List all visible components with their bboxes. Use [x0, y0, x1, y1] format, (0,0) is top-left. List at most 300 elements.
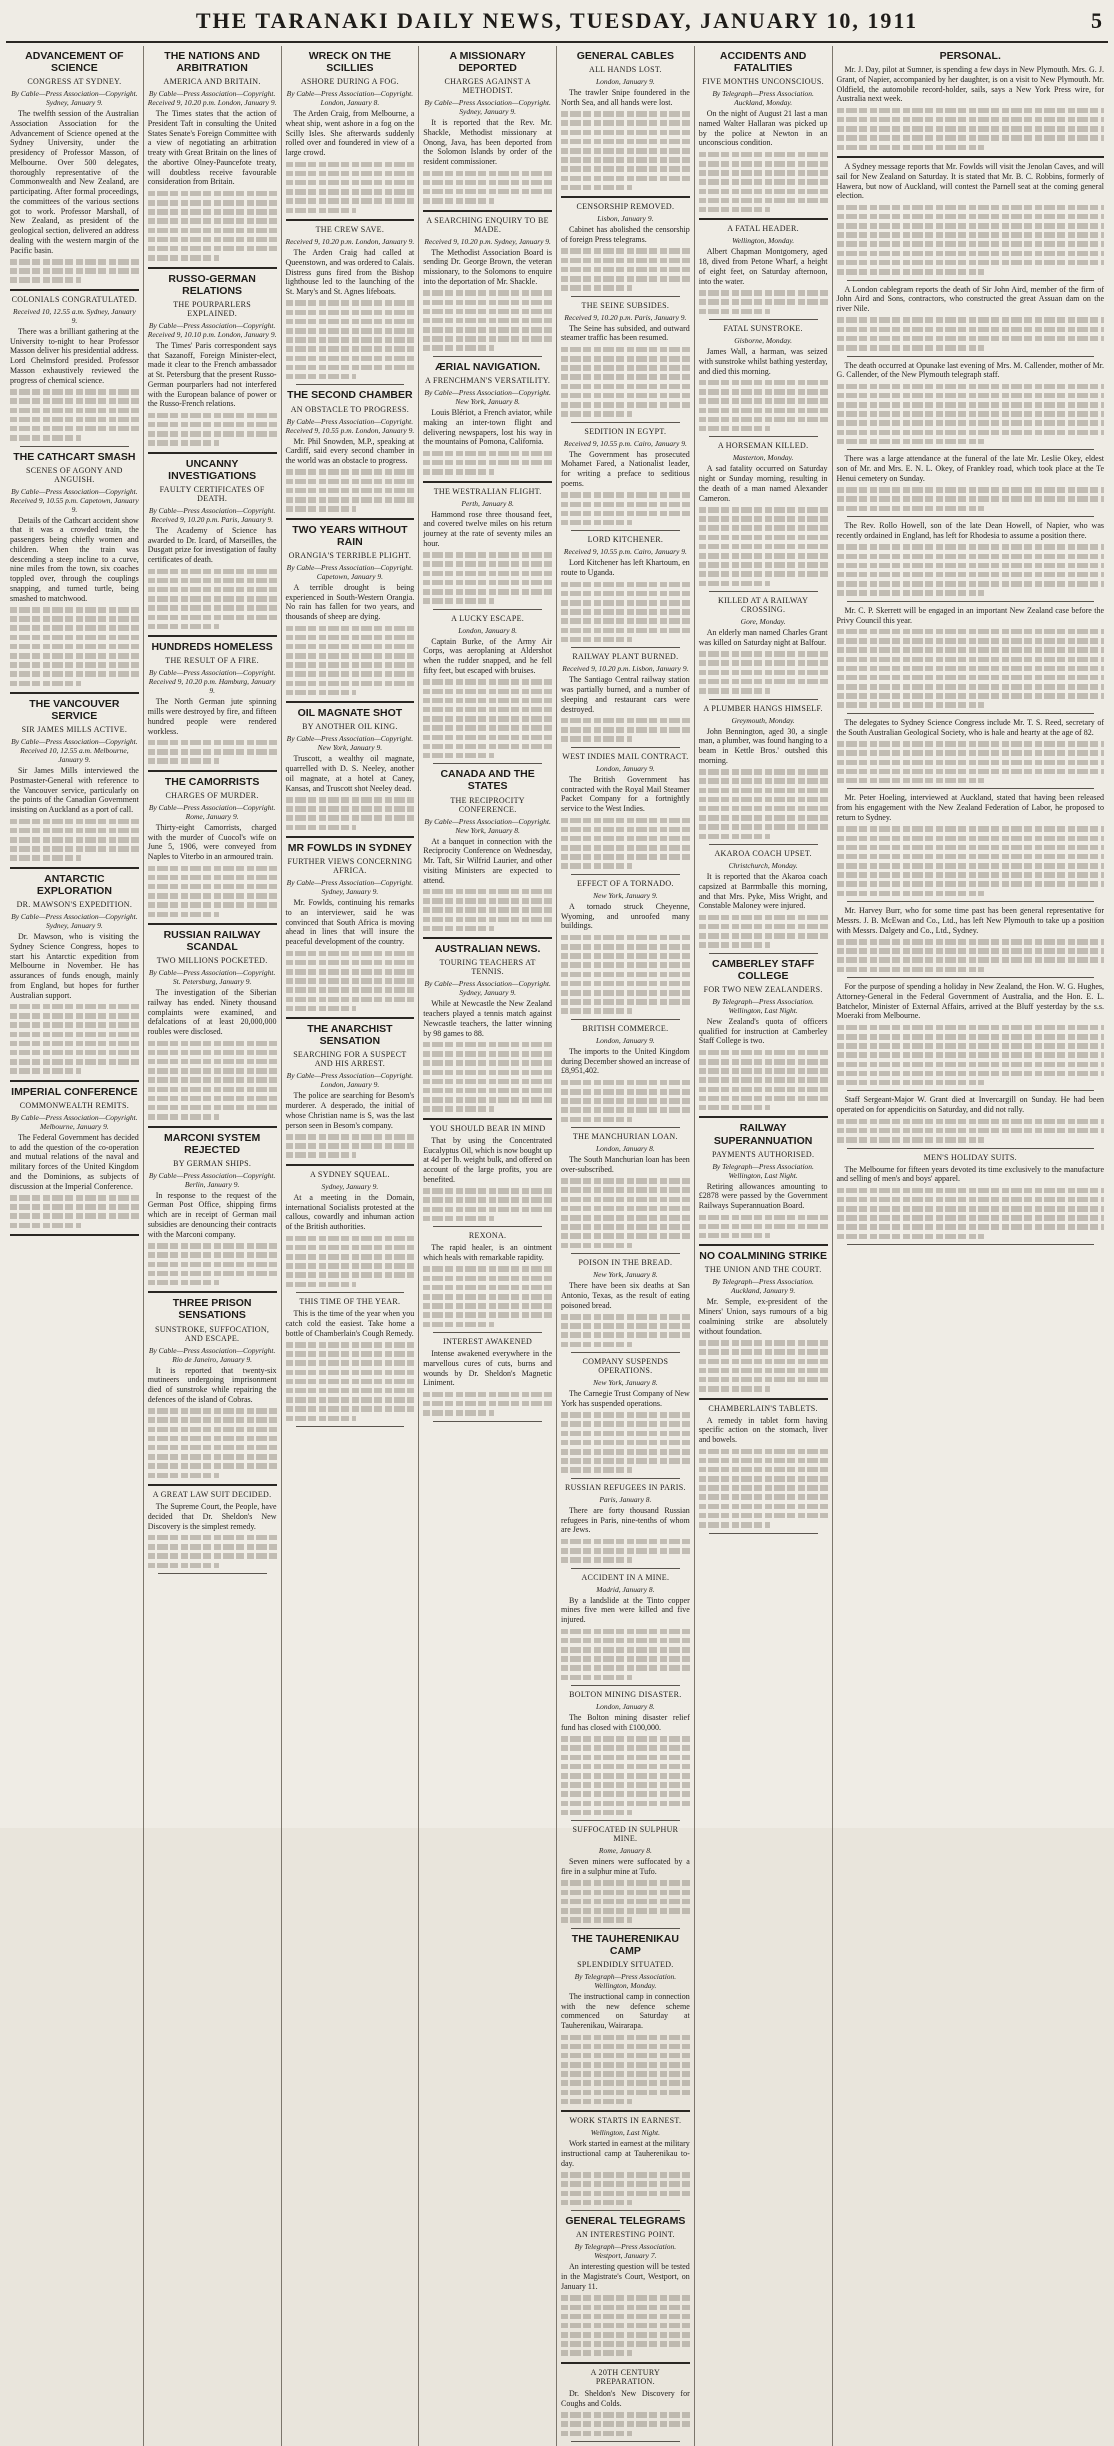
story-dateline: By Cable—Press Association—Copyright. Melbourne, January 9.: [11, 1112, 138, 1131]
story-dateline: London, January 9.: [596, 763, 655, 773]
news-story: [286, 1297, 415, 1427]
story-subheading: KILLED AT A RAILWAY CROSSING.: [718, 596, 809, 615]
story-dateline: Wellington, Monday.: [732, 236, 795, 246]
story-dateline: By Cable—Press Association—Copyright. Sydney, January 9.: [286, 878, 414, 897]
news-column: [282, 46, 420, 2446]
story-body: On the night of August 21 last a man named Walter Hallaran was picked up by the police at Newton in an unconscious condition.: [698, 109, 828, 148]
story-separator: [709, 699, 818, 700]
story-dateline: Gore, Monday.: [740, 617, 786, 627]
story-separator: [433, 356, 542, 357]
story-dateline: By Telegraph—Press Association. Westport, January 7.: [574, 2242, 677, 2261]
story-body: Lord Kitchener has left Khartoum, en route to Uganda.: [561, 558, 690, 578]
story-subheading: THE POURPARLERS EXPLAINED.: [173, 299, 252, 318]
story-body: James Wall, a harman, was seized with sunstroke whilst bathing yesterday, and died this morning.: [698, 347, 828, 376]
story-body: The rapid healer, is an ointment which heals with remarkable rapidity.: [423, 1243, 552, 1262]
story-dateline: Wellington, Last Night.: [590, 2128, 661, 2138]
masthead-page-number: 5: [1091, 8, 1102, 33]
story-dateline: Madrid, January 8.: [596, 1584, 655, 1594]
story-subheading: A LUCKY ESCAPE.: [451, 613, 525, 623]
story-headline: HUNDREDS HOMELESS: [151, 641, 273, 654]
story-body: Seven miners were suffocated by a fire in a sulphur mine at Tufo.: [561, 1857, 690, 1876]
story-subheading: SCENES OF AGONY AND ANGUISH.: [25, 465, 123, 484]
story-separator: [148, 635, 277, 637]
news-story: [148, 50, 277, 269]
news-story: [561, 2368, 690, 2442]
story-separator: [296, 1426, 405, 1427]
story-subheading: THIS TIME OF THE YEAR.: [299, 1297, 401, 1307]
story-body-continuation: [286, 162, 415, 213]
story-subheading: INTEREST AWAKENED: [443, 1337, 533, 1347]
story-dateline: Received 9, 10.20 p.m. Paris, January 9.: [564, 312, 687, 322]
story-separator: [561, 2110, 690, 2112]
news-story: [837, 982, 1105, 1091]
story-subheading: BY ANOTHER OIL KING.: [302, 722, 398, 732]
story-body-continuation: [148, 866, 277, 917]
news-story: [561, 1573, 690, 1686]
story-subheading: FAULTY CERTIFICATES OF DEATH.: [159, 484, 265, 503]
story-body: Hammond rose three thousand feet, and covered twelve miles on his return journey at the rate of seventy miles an hour.: [423, 509, 552, 548]
story-body: John Bennington, aged 30, a single man, a plumber, was found hanging to a beam in Kettle Bros.' outshed this morning.: [698, 726, 828, 765]
story-subheading: A GREAT LAW SUIT DECIDED.: [152, 1490, 272, 1499]
story-subheading: TOURING TEACHERS AT TENNIS.: [439, 958, 536, 977]
story-body: The Methodist Association Board is sending Dr. George Brown, the veteran missionary, to the Solomons to enquire into the deportation of Mr. Shackle.: [423, 247, 552, 286]
story-dateline: Received 10, 12.55 a.m. Sydney, January 9.: [12, 306, 136, 325]
story-subheading: SIR JAMES MILLS ACTIVE.: [21, 725, 128, 735]
story-body-continuation: [561, 1880, 690, 1922]
news-story: [837, 162, 1105, 281]
story-headline: RUSSIAN RAILWAY SCANDAL: [163, 929, 261, 954]
story-separator: [571, 647, 680, 648]
story-dateline: By Cable—Press Association—Copyright. London, January 9.: [286, 1071, 414, 1090]
news-story: [423, 1337, 552, 1422]
news-story: [699, 1122, 828, 1246]
story-separator: [847, 516, 1095, 517]
story-headline: RAILWAY SUPERANNUATION: [713, 1122, 813, 1147]
story-separator: [699, 218, 828, 220]
story-body-continuation: [423, 679, 552, 758]
story-body-continuation: [561, 2172, 690, 2205]
news-story: [561, 1933, 690, 2113]
story-dateline: Sydney, January 9.: [321, 1181, 379, 1191]
news-story: [423, 50, 552, 212]
story-body: A tornado struck Cheyenne, Wyoming, and unroofed many buildings.: [561, 901, 690, 931]
story-body: The Times states that the action of President Taft in consulting the United States Senate's Foreign Committee with a view of negotiating an arbitration treaty with Great Britain on the lines of the abortive Olney-Pauncefote treaty, will doubtless receive favourable consideration from Britain.: [147, 109, 277, 187]
story-subheading: SUNSTROKE, SUFFOCATION, AND ESCAPE.: [154, 1324, 270, 1343]
news-story: [423, 487, 552, 610]
story-subheading: COLONIALS CONGRATULATED.: [11, 294, 138, 304]
story-body-continuation: [561, 492, 690, 525]
story-subheading: AKAROA COACH UPSET.: [714, 849, 812, 858]
news-story: [699, 849, 828, 954]
story-subheading: DR. MAWSON'S EXPEDITION.: [16, 900, 133, 909]
news-story: [837, 1095, 1105, 1148]
story-body-continuation: [837, 1119, 1105, 1143]
story-separator: [709, 844, 818, 845]
story-body-continuation: [10, 389, 139, 440]
news-story: [837, 285, 1105, 357]
news-story: [699, 441, 828, 592]
story-headline: AUSTRALIAN NEWS.: [434, 943, 541, 956]
story-separator: [561, 196, 690, 198]
story-separator: [433, 609, 542, 610]
story-dateline: Received 9, 10.20 p.m. Sydney, January 9.: [424, 236, 551, 246]
story-headline: THE CAMORRISTS: [164, 775, 260, 788]
story-body-continuation: [148, 569, 277, 630]
story-body-continuation: [286, 469, 415, 511]
story-body: An elderly man named Charles Grant was killed on Saturday night at Balfour.: [698, 628, 828, 647]
story-separator: [847, 901, 1095, 902]
story-body: The Carnegie Trust Company of New York has suspended operations.: [561, 1389, 690, 1408]
story-subheading: COMMONWEALTH REMITS.: [19, 1100, 129, 1110]
story-dateline: Gisborne, Monday.: [734, 336, 792, 345]
news-story: [423, 614, 552, 765]
story-subheading: FOR TWO NEW ZEALANDERS.: [703, 984, 823, 994]
story-body-continuation: [699, 651, 828, 693]
story-dateline: By Cable—Press Association—Copyright. New York, January 8.: [424, 388, 551, 406]
story-separator: [847, 1244, 1095, 1245]
story-body: Mr. Phil Snowden, M.P., speaking at Cardiff, said every second chamber in the world was an obstacle to progress.: [285, 436, 415, 465]
story-body-continuation: [148, 413, 277, 446]
story-body: Staff Sergeant-Major W. Grant died at Invercargill on Sunday. He had been operated on for appendicitis on Saturday, and did not rally.: [836, 1095, 1104, 1115]
story-body: The Bolton mining disaster relief fund has closed with £100,000.: [561, 1713, 690, 1732]
story-separator: [10, 1080, 139, 1082]
story-separator: [571, 2210, 680, 2211]
story-headline: CANADA AND THE STATES: [440, 768, 535, 793]
story-headline: THREE PRISON SENSATIONS: [172, 1297, 252, 1322]
story-body-continuation: [699, 507, 828, 586]
story-subheading: A FATAL HEADER.: [727, 224, 799, 234]
story-dateline: By Cable—Press Association—Copyright. Sydney, January 9.: [11, 912, 138, 930]
story-dateline: By Telegraph—Press Association. Wellington, Last Night.: [712, 996, 814, 1015]
story-separator: [709, 1533, 818, 1534]
story-body-continuation: [10, 819, 139, 861]
story-body-continuation: [837, 384, 1105, 445]
story-separator: [148, 923, 277, 925]
story-dateline: Lisbon, January 9.: [597, 214, 654, 224]
story-body-continuation: [423, 1392, 552, 1416]
story-body-continuation: [837, 205, 1105, 275]
story-headline: THE NATIONS AND ARBITRATION: [164, 50, 260, 75]
story-body-continuation: [10, 607, 139, 686]
story-body: The Academy of Science has awarded to Dr. Icard, of Marseilles, the Dusgatt prize for investigation of faulty certificates of death.: [147, 525, 277, 565]
story-body-continuation: [423, 290, 552, 351]
story-body: It is reported that the Akaroa coach capsized at Barrmballe this morning, and that Mrs. Pyke, Miss Wright, and Constable Maloney were injured.: [698, 872, 828, 911]
story-body: Sir James Mills interviewed the Postmaster-General with reference to the Vancouver service, particularly on the points of the Canadian Government insisting on Auckland as a port of call.: [10, 766, 139, 815]
story-subheading: REXONA.: [468, 1231, 507, 1241]
story-subheading: CHAMBERLAIN'S TABLETS.: [708, 1403, 818, 1413]
news-story: [423, 1231, 552, 1333]
story-subheading: SUFFOCATED IN SULPHUR MINE.: [572, 1825, 679, 1844]
story-body-continuation: [561, 248, 690, 290]
story-body-continuation: [561, 582, 690, 643]
story-separator: [286, 1164, 415, 1166]
story-body: The Arden Craig, from Melbourne, a wheat ship, went ashore in a fog on the Scilly Isles. She afterwards suddenly rolled over and foundered in view of a large crowd.: [285, 109, 415, 158]
story-separator: [148, 1126, 277, 1128]
story-body-continuation: [561, 1736, 690, 1815]
story-body: A terrible drought is being experienced in South-Western Orangia. No rain has fallen for two years, and thousands of sheep are dying.: [285, 582, 415, 622]
story-headline: TWO YEARS WITHOUT RAIN: [292, 523, 408, 548]
story-separator: [20, 446, 129, 447]
story-body: The imports to the United Kingdom during December showed an increase of £8,951,402.: [561, 1046, 690, 1076]
story-dateline: New York, January 8.: [593, 1270, 658, 1280]
story-separator: [847, 788, 1095, 789]
story-body: In response to the request of the German Post Office, shipping firms which are in receipt of German mail subsidies are denouncing their contracts with the Marconi company.: [147, 1190, 277, 1239]
story-subheading: FIVE MONTHS UNCONSCIOUS.: [702, 77, 824, 87]
story-separator: [433, 1421, 542, 1422]
story-body: Louis Blériot, a French aviator, while making an inter-town flight and delivering newspapers, lost his way in the mountains of Pomona, California.: [423, 408, 552, 447]
story-subheading: THE RESULT OF A FIRE.: [165, 656, 259, 666]
news-column: [695, 46, 833, 2446]
story-body: That by using the Concentrated Eucalyptus Oil, which is now bought up at 4d per lb. weight bulk, and offered on account of the large profits, you are benefited.: [423, 1135, 552, 1184]
news-story: [286, 50, 415, 221]
story-subheading: LORD KITCHENER.: [587, 535, 664, 545]
story-separator: [148, 452, 277, 454]
news-story: [837, 606, 1105, 714]
story-body-continuation: [423, 451, 552, 475]
story-body: The police are searching for Besom's murderer. A desperado, the initial of whose Christian name is S, was the last person seen in Besom's company.: [285, 1091, 415, 1130]
story-body-continuation: [699, 915, 828, 948]
story-body-continuation: [10, 1004, 139, 1074]
story-body-continuation: [561, 2035, 690, 2105]
story-dateline: By Cable—Press Association—Copyright. New York, January 8.: [424, 816, 551, 835]
story-separator: [571, 1685, 680, 1686]
story-dateline: Paris, January 8.: [599, 1494, 652, 1504]
story-separator: [10, 289, 139, 291]
story-body-continuation: [423, 171, 552, 204]
story-separator: [10, 1234, 139, 1236]
news-story: [286, 524, 415, 704]
news-story: [837, 906, 1105, 978]
story-body-continuation: [837, 108, 1105, 150]
story-separator: [571, 530, 680, 531]
story-subheading: SPLENDIDLY SITUATED.: [577, 1959, 674, 1969]
story-body: The Arden Craig had called at Queenstown, and was ordered to Calais. Distress guns fired from the Bishop lighthouse led to the launching of the St. Mary's and St. Agnes lifeboats.: [285, 248, 415, 296]
story-body: This is the time of the year when you catch cold the easiest. Take home a bottle of Chamberlain's Cough Remedy.: [285, 1309, 415, 1338]
story-headline: THE TAUHERENIKAU CAMP: [571, 1932, 679, 1957]
story-body: The Santiago Central railway station was partially burned, and a number of sleeping and restaurant cars were destroyed.: [561, 675, 690, 714]
story-dateline: London, January 9.: [596, 1035, 655, 1045]
story-separator: [571, 1820, 680, 1821]
story-subheading: ORANGIA'S TERRIBLE PLIGHT.: [288, 550, 412, 560]
story-body: The Times' Paris correspondent says that Sazanoff, Foreign Minister-elect, made it clear to the French ambassador at St. Petersburg that the present Russo-German pourparlers had not interfered with the European balance of power or the Russo-French relations.: [147, 340, 277, 409]
story-body: The Rev. Rollo Howell, son of the late Dean Howell, of Napier, who was recently ordained in England, has left for Rhodesia to assume a position there.: [836, 521, 1104, 540]
story-subheading: COMPANY SUSPENDS OPERATIONS.: [582, 1357, 669, 1376]
story-body-continuation: [10, 1195, 139, 1228]
story-dateline: London, January 8.: [596, 1702, 655, 1712]
news-story: [561, 2215, 690, 2364]
news-columns: [6, 46, 1108, 2408]
story-separator: [148, 1484, 277, 1486]
story-body-continuation: [699, 1449, 828, 1528]
news-column: [833, 46, 1109, 2446]
story-headline: CAMBERLEY STAFF COLLEGE: [711, 957, 815, 982]
story-body: There have been six deaths at San Antonio, Texas, as the result of eating poisoned bread.: [561, 1281, 690, 1310]
story-body-continuation: [423, 1188, 552, 1221]
story-separator: [158, 1573, 267, 1574]
story-body-continuation: [286, 1342, 415, 1421]
story-separator: [286, 518, 415, 520]
news-story: [286, 225, 415, 385]
story-separator: [699, 1244, 828, 1246]
news-story: [561, 202, 690, 296]
story-separator: [847, 1090, 1095, 1091]
story-body: A sad fatality occurred on Saturday night or Sunday morning, resulting in the death of a man named Alexander Cameron.: [698, 464, 828, 503]
news-column: [6, 46, 144, 2446]
story-separator: [286, 1017, 415, 1019]
story-body: Cabinet has abolished the censorship of foreign Press telegrams.: [561, 225, 690, 244]
story-subheading: A 20TH CENTURY PREPARATION.: [590, 2367, 661, 2386]
story-body: The instructional camp in connection with the new defence scheme commenced on Saturday at Tauherenikau, Wairarapa.: [561, 1991, 690, 2031]
story-separator: [847, 1148, 1095, 1149]
masthead: [0, 8, 1114, 40]
story-separator: [709, 319, 818, 320]
story-body: Mr. Harvey Burr, who for some time past has been general representative for Messrs. J. B. McEwan and Co., Ltd., has left New Plymouth to take up a position with Messrs. Dalgety and Co., Ltd., Sydney.: [836, 906, 1104, 935]
news-story: [699, 958, 828, 1119]
story-body: New Zealand's quota of officers qualified for instruction at Camberley Staff College is two.: [698, 1016, 828, 1046]
story-body: The Melbourne for fifteen years devoted its time exclusively to the manufacture and selling of men's and boys' apparel.: [836, 1164, 1104, 1184]
story-body: The investigation of the Siberian railway has ended. Ninety thousand complaints were examined, and defalcations of at least 20,000,000 roubles were disclosed.: [147, 988, 277, 1037]
story-separator: [699, 1116, 828, 1118]
news-story: [699, 1404, 828, 1534]
story-body: A London cablegram reports the death of Sir John Aird, member of the firm of John Aird and Sons, contractors, who constructed the great Assuan dam on the river Nile.: [836, 284, 1104, 313]
story-dateline: By Cable—Press Association—Copyright. New York, January 9.: [286, 734, 414, 753]
news-story: [423, 216, 552, 357]
story-body: Mr. J. Day, pilot at Sumner, is spending a few days in New Plymouth. Mrs. G. J. Grant, of Napier, accompanied by her daughter, is on a visit to New Plymouth. Mr. Oldfield, the automobile record-holder, sails, says a New York Press wire, for Australia next week.: [836, 65, 1104, 104]
story-subheading: SEDITION IN EGYPT.: [584, 426, 667, 436]
news-story: [837, 361, 1105, 451]
story-body: The trawler Snipe foundered in the North Sea, and all hands were lost.: [561, 88, 690, 107]
story-body-continuation: [561, 2295, 690, 2356]
news-story: [148, 929, 277, 1128]
story-body-continuation: [837, 1025, 1105, 1086]
story-subheading: THE MANCHURIAN LOAN.: [572, 1132, 678, 1142]
story-body: While at Newcastle the New Zealand teachers played a tennis match against Newcastle teachers, the latter winning by 98 games to 88.: [423, 999, 552, 1038]
story-body: Mr. Semple, ex-president of the Miners' Union, says rumours of a big coalmining strike are absolutely without foundation.: [698, 1297, 828, 1336]
story-separator: [561, 2362, 690, 2364]
story-body: The South Manchurian loan has been over-subscribed.: [561, 1155, 690, 1174]
story-separator: [571, 1352, 680, 1353]
story-subheading: THE RECIPROCITY CONFERENCE.: [450, 795, 525, 814]
story-body: Captain Burke, of the Army Air Corps, was aeroplaning at Aldershot when the rudder snapped, and he fell fifty feet, but escaped with bruises.: [423, 636, 552, 675]
story-dateline: By Cable—Press Association—Copyright. London, January 8.: [286, 89, 414, 108]
story-body: Retiring allowances amounting to £2878 were passed by the Government Railways Superannuation Board.: [698, 1181, 828, 1211]
news-story: [10, 295, 139, 447]
story-separator: [433, 763, 542, 764]
story-body-continuation: [286, 626, 415, 696]
story-body-continuation: [699, 380, 828, 431]
news-story: [10, 698, 139, 869]
story-dateline: By Cable—Press Association—Copyright. Received 9, 10.10 p.m. London, January 9.: [147, 320, 277, 339]
story-headline: THE SECOND CHAMBER: [287, 389, 413, 402]
news-story: [423, 943, 552, 1120]
story-separator: [847, 713, 1095, 714]
news-story: [699, 324, 828, 437]
story-subheading: BOLTON MINING DISASTER.: [569, 1690, 682, 1700]
story-subheading: YOU SHOULD BEAR IN MIND: [429, 1123, 546, 1133]
story-body: Albert Chapman Montgomery, aged 18, dived from Petone Wharf, a height of eight feet, on Saturday afternoon, into the water.: [698, 247, 828, 286]
story-separator: [423, 481, 552, 483]
story-subheading: BRITISH COMMERCE.: [582, 1023, 669, 1033]
news-story: [148, 776, 277, 925]
story-body: It is reported that twenty-six mutineers undergoing imprisonment died of sunstroke while repairing the defences of the island of Cobras.: [147, 1365, 277, 1404]
story-dateline: By Cable—Press Association—Copyright. St. Petersburg, January 9.: [148, 968, 276, 987]
story-separator: [10, 692, 139, 694]
story-separator: [571, 1928, 680, 1929]
story-separator: [847, 977, 1095, 978]
story-subheading: THE SEINE SUBSIDES.: [581, 300, 670, 310]
story-subheading: ACCIDENT IN A MINE.: [581, 1572, 670, 1582]
story-dateline: New York, January 8.: [593, 1378, 658, 1388]
masthead-rule: [6, 41, 1108, 43]
story-subheading: A SYDNEY SQUEAL.: [309, 1169, 390, 1179]
story-separator: [709, 953, 818, 954]
story-subheading: WEST INDIES MAIL CONTRACT.: [562, 751, 689, 761]
story-subheading: MEN'S HOLIDAY SUITS.: [923, 1152, 1017, 1162]
story-body-continuation: [286, 951, 415, 1012]
news-story: [837, 793, 1105, 902]
story-headline: RUSSO-GERMAN RELATIONS: [168, 272, 256, 297]
story-body-continuation: [561, 1080, 690, 1122]
story-dateline: Received 9, 10.55 p.m. Cairo, January 9.: [563, 547, 687, 557]
story-body: The Federal Government has decided to add the question of the co-operation and mutual relations of the naval and military forces of the United Kingdom and the Dominions, as subjects of discussion at the Imperial Conference.: [10, 1132, 139, 1191]
news-story: [148, 458, 277, 637]
story-body-continuation: [561, 1178, 690, 1248]
story-separator: [571, 2441, 680, 2442]
story-dateline: Rome, January 8.: [598, 1846, 652, 1856]
story-body: For the purpose of spending a holiday in New Zealand, the Hon. W. G. Hughes, Attorney-General in the Federal Government of Australia, and the Hon. E. L. Batchelor, Minister of External Affairs, arrived at the Bluff yesterday by the s.s. Moeraki from Melbourne.: [836, 982, 1104, 1021]
story-headline: ANTARCTIC EXPLORATION: [36, 872, 112, 897]
story-body-continuation: [561, 718, 690, 742]
news-story: [561, 50, 690, 198]
news-story: [286, 1023, 415, 1166]
story-dateline: By Cable—Press Association—Copyright. Rome, January 9.: [148, 802, 276, 821]
story-body-continuation: [837, 487, 1105, 511]
story-subheading: THE CREW SAVE.: [315, 225, 385, 234]
news-story: [561, 1483, 690, 1569]
story-separator: [148, 267, 277, 269]
story-subheading: A HORSEMAN KILLED.: [717, 441, 809, 451]
story-body-continuation: [699, 1050, 828, 1111]
story-subheading: RAILWAY PLANT BURNED.: [572, 652, 679, 662]
story-dateline: By Cable—Press Association—Copyright. Received 10, 12.55 a.m. Melbourne, January 9.: [11, 737, 138, 765]
news-story: [561, 1024, 690, 1128]
story-headline: ACCIDENTS AND FATALITIES: [719, 50, 807, 75]
story-body: Mr. Fowlds, continuing his remarks to an interviewer, said he was convinced that South Africa is moving ahead in lines that will insure the peaceful development of the country.: [285, 898, 415, 947]
story-subheading: AMERICA AND BRITAIN.: [163, 77, 261, 87]
story-dateline: By Cable—Press Association—Copyright. Received 9, 10.20 p.m. Paris, January 9.: [148, 505, 276, 524]
story-headline: THE VANCOUVER SERVICE: [29, 698, 120, 723]
story-separator: [709, 436, 818, 437]
news-story: [837, 454, 1105, 517]
story-body-continuation: [148, 740, 277, 764]
story-headline: GENERAL CABLES: [576, 50, 674, 62]
story-subheading: BY GERMAN SHIPS.: [173, 1158, 252, 1168]
story-dateline: By Cable—Press Association—Copyright. Capetown, January 9.: [286, 562, 414, 581]
story-body-continuation: [286, 797, 415, 830]
story-separator: [296, 1292, 405, 1293]
story-headline: UNCANNY INVESTIGATIONS: [168, 457, 257, 482]
story-body-continuation: [10, 259, 139, 283]
story-dateline: London, January 8.: [596, 1144, 655, 1154]
news-story: [699, 704, 828, 846]
news-story: [286, 1170, 415, 1293]
story-body: An interesting question will be tested in the Magistrate's Court, Westport, on January 11.: [561, 2262, 690, 2291]
story-body: Truscott, a wealthy oil magnate, quarrelled with D. S. Neeley, another oil magnate, at a hotel at Caney, Kansas, and Truscott shot Neeley dead.: [285, 754, 415, 793]
story-body: A Sydney message reports that Mr. Fowlds will visit the Jenolan Caves, and will sail for New Zealand on Saturday. It is stated that Mr. B. C. Robbins, formerly of Hawera, but now of Auckland, will contest the Parnell seat at the coming general election.: [836, 162, 1104, 201]
story-separator: [571, 296, 680, 297]
story-dateline: Received 9, 10.20 p.m. Lisbon, January 9.: [562, 664, 689, 674]
story-headline: OIL MAGNATE SHOT: [297, 707, 403, 720]
